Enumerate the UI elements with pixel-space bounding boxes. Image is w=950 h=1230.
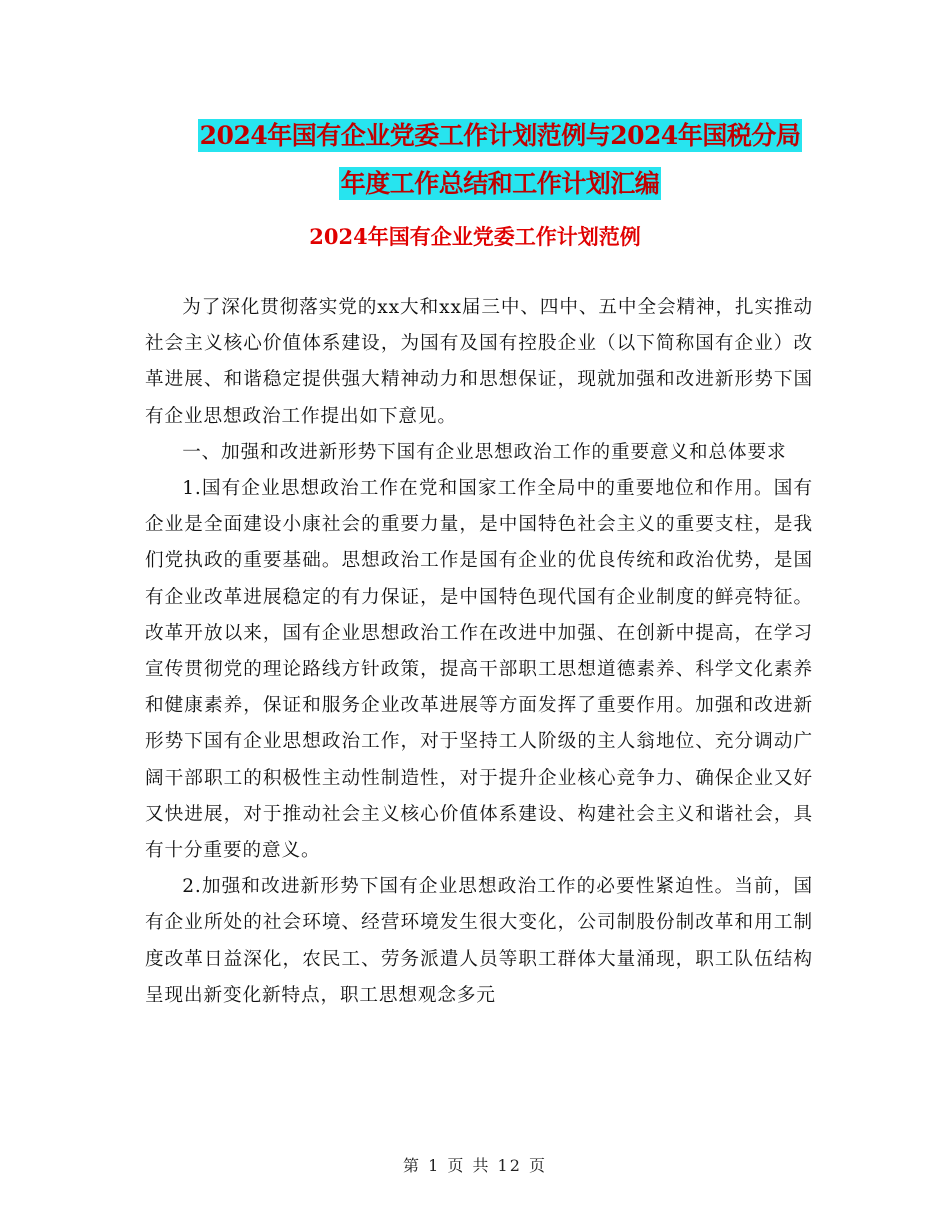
page-footer: 第 1 页 共 12 页 — [403, 1156, 547, 1175]
section-title: 2024年国有企业党委工作计划范例 — [309, 224, 641, 249]
document-body — [145, 290, 813, 1014]
document-title-line-2: 年度工作总结和工作计划汇编 — [340, 169, 660, 198]
paragraph-heading-1: 一、加强和改进新形势下国有企业思想政治工作的重要意义和总体要求 — [182, 441, 787, 463]
paragraph-item-1: 1.国有企业思想政治工作在党和国家工作全局中的重要地位和作用。国有企业是全面建设小康社会的重要力量，是中国特色社会主义的重要支柱，是我们党执政的重要基础。思想政治工作是国有企业的优良传统和政治优势，是国有企业改革进展稳定的有力保证，是中国特色现代国有企业制度的鲜亮特征。改革开放以来，国有企业思想政治工作在改进中加强、在创新中提高，在学习宣传贯彻党的理论路线方针政策，提高干部职工思想道德素养、科学文化素养和健康素养，保证和服务企业改革进展等方面发挥了重要作用。加强和改进新形势下国有企业思想政治工作，对于坚持工人阶级的主人翁地位、充分调动广阔干部职工的积极性主动性制造性，对于提升企业核心竞争力、确保企业又好又快进展，对于推动社会主义核心价值体系建设、构建社会主义和谐社会，具有十分重要的意义。 — [145, 478, 813, 862]
document-title-line-1: 2024年国有企业党委工作计划范例与2024年国税分局 — [199, 121, 801, 150]
paragraph-item-2: 2.加强和改进新形势下国有企业思想政治工作的必要性紧迫性。当前，国有企业所处的社会环境、经营环境发生很大变化，公司制股份制改革和用工制度改革日益深化，农民工、劳务派遣人员等职工群体大量涌现，职工队伍结构呈现出新变化新特点，职工思想观念多元 — [145, 876, 813, 1006]
document-title — [150, 112, 850, 208]
paragraph-intro: 为了深化贯彻落实党的xx大和xx届三中、四中、五中全会精神，扎实推动社会主义核心价值体系建设，为国有及国有控股企业（以下简称国有企业）改革进展、和谐稳定提供强大精神动力和思想保证，现就加强和改进新形势下国有企业思想政治工作提出如下意见。 — [145, 297, 813, 427]
